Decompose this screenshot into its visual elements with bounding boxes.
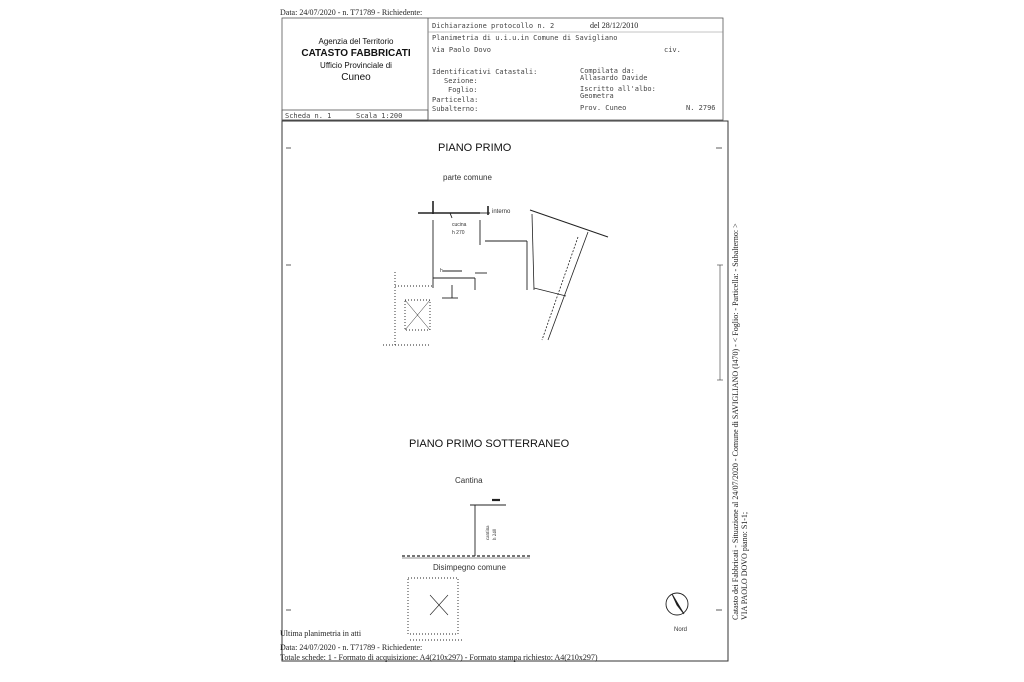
- interno-label: interno: [492, 209, 511, 215]
- room-label-cellar: cantina: [486, 525, 491, 540]
- room-label-small: h: [440, 268, 443, 274]
- room-label-cellar-height: h 240: [493, 528, 498, 540]
- sheet-label: Foglio:: [448, 86, 478, 94]
- scheda-label: Scheda n. 1: [285, 112, 332, 120]
- top-print-line: Data: 24/07/2020 - n. T71789 - Richiedente:: [280, 8, 423, 17]
- number-label: N. 2796: [686, 104, 716, 112]
- agency-office: Ufficio Provinciale di: [320, 61, 392, 70]
- agency-city: Cuneo: [341, 72, 371, 83]
- last-plan-note: Ultima planimetria in atti: [280, 629, 362, 638]
- footer-line2: Totale schede: 1 - Formato di acquisizione: A4(210x297) - Formato stampa richiesto: A4(210x297): [280, 653, 598, 662]
- cellar-label: Cantina: [455, 476, 483, 485]
- declaration-date: del 28/12/2010: [590, 21, 639, 30]
- plan-of: Planimetria di u.i.u.in Comune di Savigliano: [432, 34, 618, 42]
- registered-label: Iscritto all'albo:: [580, 85, 656, 93]
- declaration: Dichiarazione protocollo n. 2: [432, 22, 555, 30]
- corridor-label: Disimpegno comune: [433, 563, 506, 572]
- floor1-plan: [383, 201, 608, 345]
- side-cadastral-text: Catasto dei Fabbricati - Situazione al 24/07/2020 - Comune di SAVIGLIANO (I470) - < Foglio: - Particella: - Subalterno: >: [731, 223, 740, 620]
- subaltern-label: Subalterno:: [432, 105, 479, 113]
- agency-title: CATASTO FABBRICATI: [301, 48, 411, 59]
- room-label-height: h 270: [452, 230, 465, 236]
- basement-title: PIANO PRIMO SOTTERRANEO: [409, 438, 570, 450]
- scale-label: Scala 1:200: [356, 112, 403, 120]
- north-arrow: [666, 593, 688, 615]
- room-label-kitchen: cucina: [452, 222, 467, 228]
- registered-value: Geometra: [580, 92, 614, 100]
- section-label: Sezione:: [444, 77, 478, 85]
- address: Via Paolo Dovo: [432, 46, 492, 54]
- common-part-label: parte comune: [443, 173, 492, 182]
- side-address-text: VIA PAOLO DOVO piano: S1-1;: [740, 511, 749, 620]
- civ-label: civ.: [664, 46, 681, 54]
- cadastral-ids: Identificativi Catastali:: [432, 68, 538, 76]
- footer-line1: Data: 24/07/2020 - n. T71789 - Richiedente:: [280, 643, 423, 652]
- agency-name: Agenzia del Territorio: [318, 37, 394, 46]
- floor1-title: PIANO PRIMO: [438, 142, 512, 154]
- parcel-label: Particella:: [432, 96, 479, 104]
- north-label: Nord: [674, 627, 688, 633]
- compiler-name: Allasardo Davide: [580, 74, 648, 82]
- prov-label: Prov. Cuneo: [580, 104, 627, 112]
- compiled-by-label: Compilata da:: [580, 67, 635, 75]
